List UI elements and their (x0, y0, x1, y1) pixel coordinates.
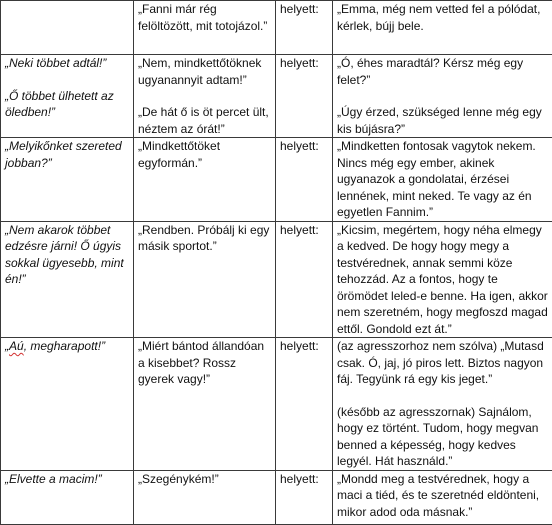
parent-reply-cell (134, 1, 276, 55)
child-statement-text (5, 338, 129, 355)
better-reply-text: „Mindketten fontosak vagytok nekem. Nincs még egy ember, akinek ugyanazok a gondolatai, érzései lennének, mint neked. Te vagy az én egyetlen Fannim.” (337, 138, 548, 221)
child-statement-text: „Elvette a macim!” (5, 471, 129, 488)
better-reply-text: „Úgy érzed, szükséged lenne még egy kis bújásra?” (337, 104, 548, 137)
parent-reply-cell (134, 55, 276, 138)
parent-reply-cell (134, 338, 276, 471)
table-row (1, 338, 552, 471)
instead-label: helyett: (276, 470, 333, 524)
better-reply-text: „Mondd meg a testvérednek, hogy a maci a tiéd, és te szeretnéd eldönteni, mikor adod oda másnak.” (337, 471, 548, 521)
quote-mark: „ (5, 339, 9, 353)
parent-reply-text: „Rendben. Próbálj ki egy másik sportot.” (138, 222, 271, 255)
parent-reply-text: „Nem, mindkettőtöknek ugyanannyit adtam!” (138, 55, 271, 88)
parent-reply-text: „Szegénykém!” (138, 471, 271, 488)
instead-label: helyett: (276, 55, 333, 138)
better-reply-cell (333, 55, 552, 138)
instead-label: helyett: (276, 1, 333, 55)
instead-label: helyett: (276, 338, 333, 471)
parent-reply-text: „Fanni már rég felöltözött, mit totojázol.” (138, 1, 271, 34)
table-row (1, 221, 552, 338)
child-statement-cell (1, 338, 134, 471)
table-row (1, 1, 552, 55)
parent-reply-text: „Miért bántod állandóan a kisebbet? Rossz gyerek vagy!” (138, 338, 271, 388)
child-statement-cell (1, 470, 134, 524)
table-row (1, 55, 552, 138)
child-statement-rest: , megharapott!” (24, 339, 105, 353)
better-reply-text: (az agresszorhoz nem szólva) „Mutasd csak. Ó, jaj, jó piros lett. Biztos nagyon fáj. Tegyünk rá egy kis jeget.” (337, 338, 548, 388)
child-statement-cell (1, 1, 134, 55)
instead-label: helyett: (276, 138, 333, 222)
better-reply-text: „Kicsim, megértem, hogy néha elmegy a kedved. De hogy hogy megy a testvérednek, annak semmi köze tehozzád. Az a fontos, hogy te örömödet leled-e benne. Ha igen, akkor nem szeretném, hogy megfoszd magad ettől. Gondold ezt át.” (337, 222, 548, 338)
better-reply-text: „Emma, még nem vetted fel a pólódat, kérlek, bújj bele. (337, 1, 548, 34)
better-reply-cell (333, 1, 552, 55)
child-statement-text: „Nem akarok többet edzésre járni! Ő úgyis sokkal ügyesebb, mint én!” (5, 222, 129, 288)
better-reply-text: (később az agresszornak) Sajnálom, hogy ez történt. Tudom, hogy megvan benned a képesség, hogy kedves legyél. Hát használd.” (337, 404, 548, 470)
better-reply-text: „Ó, éhes maradtál? Kérsz még egy felet?” (337, 55, 548, 88)
table-row (1, 470, 552, 524)
child-statement-cell (1, 55, 134, 138)
parent-reply-cell (134, 221, 276, 338)
better-reply-cell (333, 138, 552, 222)
spellcheck-flagged-word: Aú (9, 339, 24, 353)
child-statement-text: „Neki többet adtál!” (5, 55, 129, 72)
parent-reply-text: „Mindkettőtöket egyformán.” (138, 138, 271, 171)
child-statement-text: „Ő többet ülhetett az öledben!” (5, 88, 129, 121)
better-reply-cell (333, 470, 552, 524)
instead-label: helyett: (276, 221, 333, 338)
better-reply-cell (333, 221, 552, 338)
child-statement-cell (1, 138, 134, 222)
parent-reply-text: „De hát ő is öt percet ült, néztem az órát!” (138, 104, 271, 137)
parent-reply-cell (134, 138, 276, 222)
child-statement-text: „Melyikőnket szereted jobban?” (5, 138, 129, 171)
child-statement-cell (1, 221, 134, 338)
parent-reply-cell (134, 470, 276, 524)
table-row (1, 138, 552, 222)
better-reply-cell (333, 338, 552, 471)
